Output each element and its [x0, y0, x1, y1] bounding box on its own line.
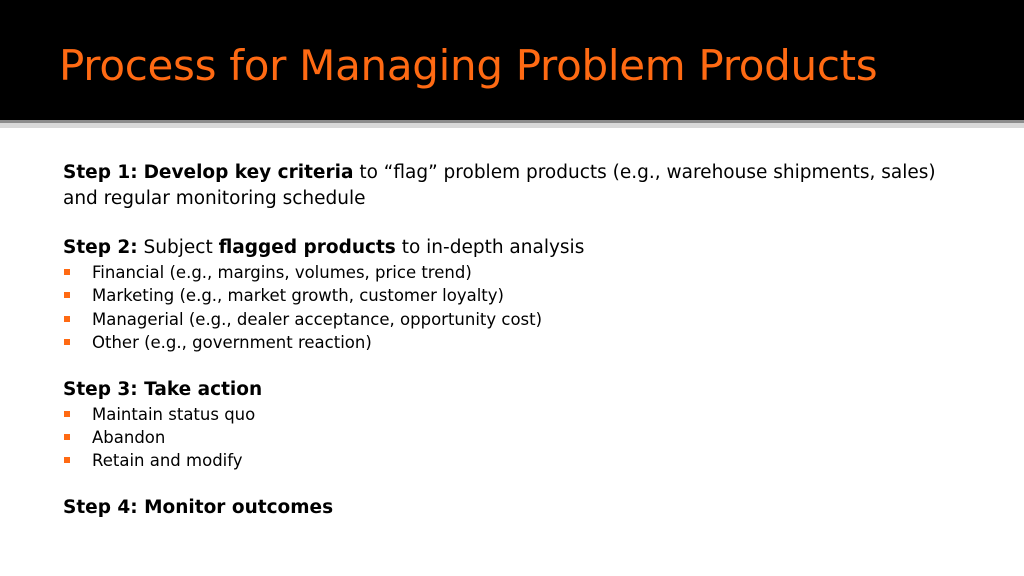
step-2-bold-phrase: flagged products: [218, 237, 396, 258]
step-2-label: Step 2:: [63, 237, 138, 258]
square-bullet-icon: [64, 269, 70, 275]
step-3-label: Step 3: Take action: [63, 378, 263, 400]
list-item: [63, 426, 963, 449]
list-item-text: Abandon: [92, 428, 166, 448]
list-item-text: Maintain status quo: [92, 404, 256, 424]
list-item: [63, 284, 963, 307]
square-bullet-icon: [64, 457, 70, 463]
list-item: [63, 403, 963, 426]
slide-title: Process for Managing Problem Products: [59, 41, 878, 90]
spacer: [63, 355, 963, 377]
list-item: [63, 449, 963, 472]
step-3: [63, 377, 963, 403]
step-1-bold-phrase: Develop key criteria: [143, 162, 354, 183]
title-bar: [0, 0, 1024, 120]
list-item: [63, 308, 963, 331]
list-item-text: Marketing (e.g., market growth, customer loyalty): [92, 286, 504, 306]
step-4-label: Step 4: Monitor outcomes: [63, 496, 334, 518]
step-2-text-after: to in-depth analysis: [395, 237, 585, 258]
step-4: [63, 495, 963, 521]
list-item-text: Other (e.g., government reaction): [92, 333, 372, 353]
list-item-text: Financial (e.g., margins, volumes, price trend): [92, 263, 472, 282]
square-bullet-icon: [64, 411, 70, 417]
step-2: [63, 235, 963, 261]
square-bullet-icon: [64, 292, 70, 298]
step-2-text-before: Subject: [137, 237, 219, 258]
list-item-text: Retain and modify: [92, 451, 243, 471]
spacer: [63, 212, 963, 235]
square-bullet-icon: [64, 316, 70, 322]
step-1: [63, 160, 963, 212]
title-divider-shadow: [0, 123, 1024, 128]
list-item: [63, 331, 963, 354]
step-2-bullet-list: [63, 261, 963, 355]
square-bullet-icon: [64, 339, 70, 345]
list-item: [63, 261, 963, 284]
step-3-bullet-list: [63, 403, 963, 473]
spacer: [63, 473, 963, 495]
step-1-label: Step 1:: [63, 162, 138, 183]
step-1-text: to “flag” problem products (e.g., warehouse shipments, sales) and regular monitoring schedule: [63, 162, 936, 209]
list-item-text: Managerial (e.g., dealer acceptance, opportunity cost): [92, 309, 543, 329]
square-bullet-icon: [64, 434, 70, 440]
slide-body: [63, 160, 963, 521]
